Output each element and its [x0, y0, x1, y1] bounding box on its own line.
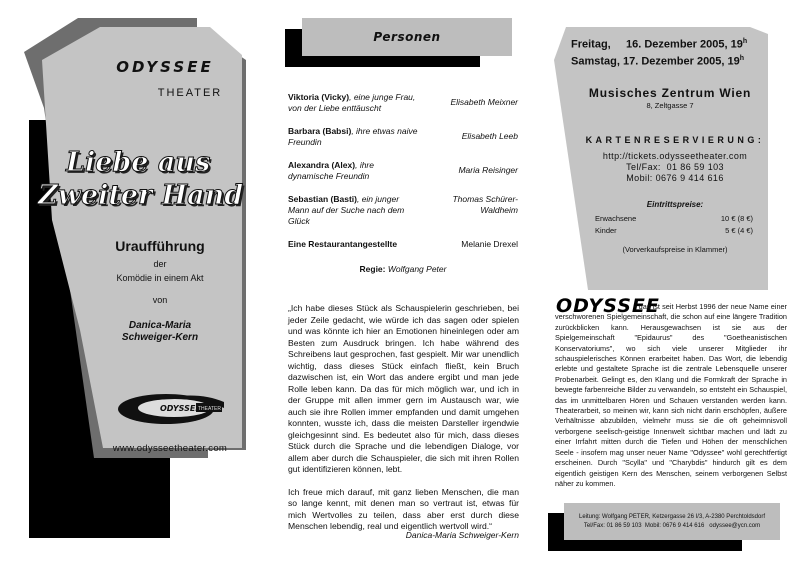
performance-dates: [571, 35, 791, 68]
personen-header: [302, 18, 512, 56]
date-1: Freitag, 16. Dezember 2005, 19$^h$: [571, 38, 748, 51]
cast-role: Eine Restaurantangestellte: [288, 239, 398, 249]
der-label: der: [153, 259, 167, 269]
reservation-tel: Tel/Fax: 01 86 59 103: [626, 162, 724, 172]
cast-row: [288, 194, 518, 227]
quote-paragraph-1: „Ich habe dieses Stück als Schauspielerin geschrieben, bei jeder Zeile gedacht, wie würde ich das sagen oder spielen und was könnte ich hier an Emotionen hineinlegen oder am Besten zum Ausdruck bringen. Ich habe während des Schreibens laut gesprochen, fast gespielt. Mir war unendlich wichtig, dass dieses Stück einfach fließt, kein Bruch dazwischen ist, ein Wort das andere ergibt und man jede Rolle leben kann. Da das für mich möglich war, und ich in der Gruppe mit allen immer gern im Austausch war, wie auch sie ihre Rollen immer empfanden und damit umgehen konnten, wusste ich, dass die meisten Darsteller irgendwie gleichgesinnt sind. Es bedeutet also für mich, dass dieses Stück durch die Sprache und die lebendigen Dialoge, vor allem aber durch die Schauspieler, die sich mit ihren Rollen gut identifizieren können, lebt.: [288, 303, 519, 474]
play-title-line-1: Liebe aus: [66, 147, 211, 178]
play-title-line-2: Zweiter Hand: [38, 180, 244, 211]
quote-paragraph-2: Ich freue mich darauf, mit ganz lieben Menschen, die man so lange kennt, mit denen man so vertraut ist, etwas für mich Wertvolles zu teilen, dass aber erst durch diese Menschen lebendig, real und eigentlich wertvoll wird.“: [288, 486, 519, 531]
cast-actor: Maria Reisinger: [458, 165, 518, 175]
price-label: Kinder: [595, 226, 617, 235]
regie-line: [288, 264, 518, 274]
cast-list: [288, 92, 518, 262]
date-2: Samstag, 17. Dezember 2005, 19$^h$: [571, 54, 745, 68]
cast-actor: Melanie Drexel: [461, 239, 518, 249]
reservation-url[interactable]: http://tickets.odysseetheater.com: [602, 151, 748, 161]
cast-row: [288, 126, 518, 148]
author-line-2: Schweiger-Kern: [121, 332, 199, 343]
price-label: Erwachsene: [595, 214, 637, 223]
about-text: - das ist seit Herbst 1996 der neue Name einer verschworenen Spielgemeinschaft, die schon auf eine längere Tradition zurückblicken kann. Herausgewachsen ist sie aus der Spielgemeinschaft "Epidaurus" des "Goetheanistischen Konservatoriums", wo sich viele unserer Mitglieder ihr schauspielerisches Können erarbeitet haben. Das Wort, die lebendig erlebte und gestaltete Sprache ist die zentrale Lebensquelle unserer Probenarbeit. Gelingt es, den Klang und die Formkraft der Sprache in bewegte farbenreiche Bilder zu verwandeln, so entsteht ein Schauspiel, das im unmittelbaren Hören und Schauen verstanden werden kann. Theaterarbeit, so meinen wir, kann sich nicht darin erschöpfen, äußere Verhältnisse abzubilden, vielmehr muss sie die oft geheimnisvoll verborgene seelisch-geistige Innenwelt sichtbar machen und lädt zu einer Irrfahrt mitten durch die Tiefen und Höhen der menschlichen Seele - insofern mag unser neuer Name "Odyssee" wohl gerechtfertigt erscheinen. Durch "Scylla" und "Charybdis" hindurch gilt es dem eigentlich geistigen Kern des Menschen, seinem verborgenen Selbst näher zu kommen.: [555, 302, 787, 488]
odyssee-logo: [116, 390, 226, 426]
von-label: von: [152, 295, 168, 305]
regie-name: Wolfgang Peter: [387, 264, 447, 274]
svg-text:ODYSSEE: ODYSSEE: [160, 404, 201, 413]
premiere-label: Uraufführung: [115, 238, 205, 254]
brand-odyssee: ODYSSEE: [116, 58, 214, 76]
reservation-title: KARTENRESERVIERUNG:: [585, 135, 765, 145]
author-name: [90, 320, 230, 344]
footer-line-2: Tel/Fax: 01 86 59 103 Mobil: 0676 9 414 616 odyssee@ycn.com: [583, 522, 761, 529]
personen-title: Personen: [373, 30, 441, 44]
genre-label: Komödie in einem Akt: [116, 273, 204, 283]
price-row: [595, 226, 753, 235]
cast-row: [288, 92, 518, 114]
author-line-1: Danica-Maria: [128, 320, 192, 331]
price-value: 10 € (8 €): [720, 214, 753, 223]
website-link[interactable]: www.odysseetheater.com: [112, 443, 228, 454]
cast-row: [288, 160, 518, 182]
cast-actor: Elisabeth Leeb: [461, 131, 518, 141]
cast-role: Sebastian (Basti), ein junger Mann auf der Suche nach dem Glück: [288, 194, 405, 226]
cast-row: [288, 239, 518, 250]
price-row: [595, 214, 753, 223]
brand-theater: THEATER: [157, 87, 223, 99]
footer-contact: [564, 503, 780, 540]
venue-name: Musisches Zentrum Wien: [588, 86, 752, 100]
left-panel-shapes: [0, 0, 270, 566]
svg-text:THEATER: THEATER: [198, 406, 221, 412]
prices-title: Eintrittspreise:: [646, 200, 704, 209]
author-quote: [288, 303, 519, 544]
about-brand: ODYSSEE: [556, 295, 660, 317]
cast-actor: Thomas Schürer-Waldheim: [452, 194, 518, 215]
cast-role: Alexandra (Alex), ihre dynamische Freundin: [288, 160, 374, 181]
cast-role: Viktoria (Vicky), eine junge Frau, von der Liebe enttäuscht: [288, 92, 416, 113]
venue-address: 8, Zeltgasse 7: [646, 101, 694, 110]
cast-actor: Elisabeth Meixner: [450, 97, 518, 107]
regie-label: Regie:: [359, 264, 386, 274]
price-value: 5 € (4 €): [725, 226, 753, 235]
footer-line-1: Leitung: Wolfgang PETER, Ketzergasse 26 I/3, A-2380 Perchtoldsdorf: [579, 513, 765, 520]
quote-author: Danica-Maria Schweiger-Kern: [405, 530, 519, 540]
presale-note: (Vorverkaufspreise in Klammer): [622, 245, 728, 254]
reservation-mobile: Mobil: 0676 9 414 616: [626, 173, 724, 183]
cast-role: Barbara (Babsi), ihre etwas naive Freundin: [288, 126, 418, 147]
